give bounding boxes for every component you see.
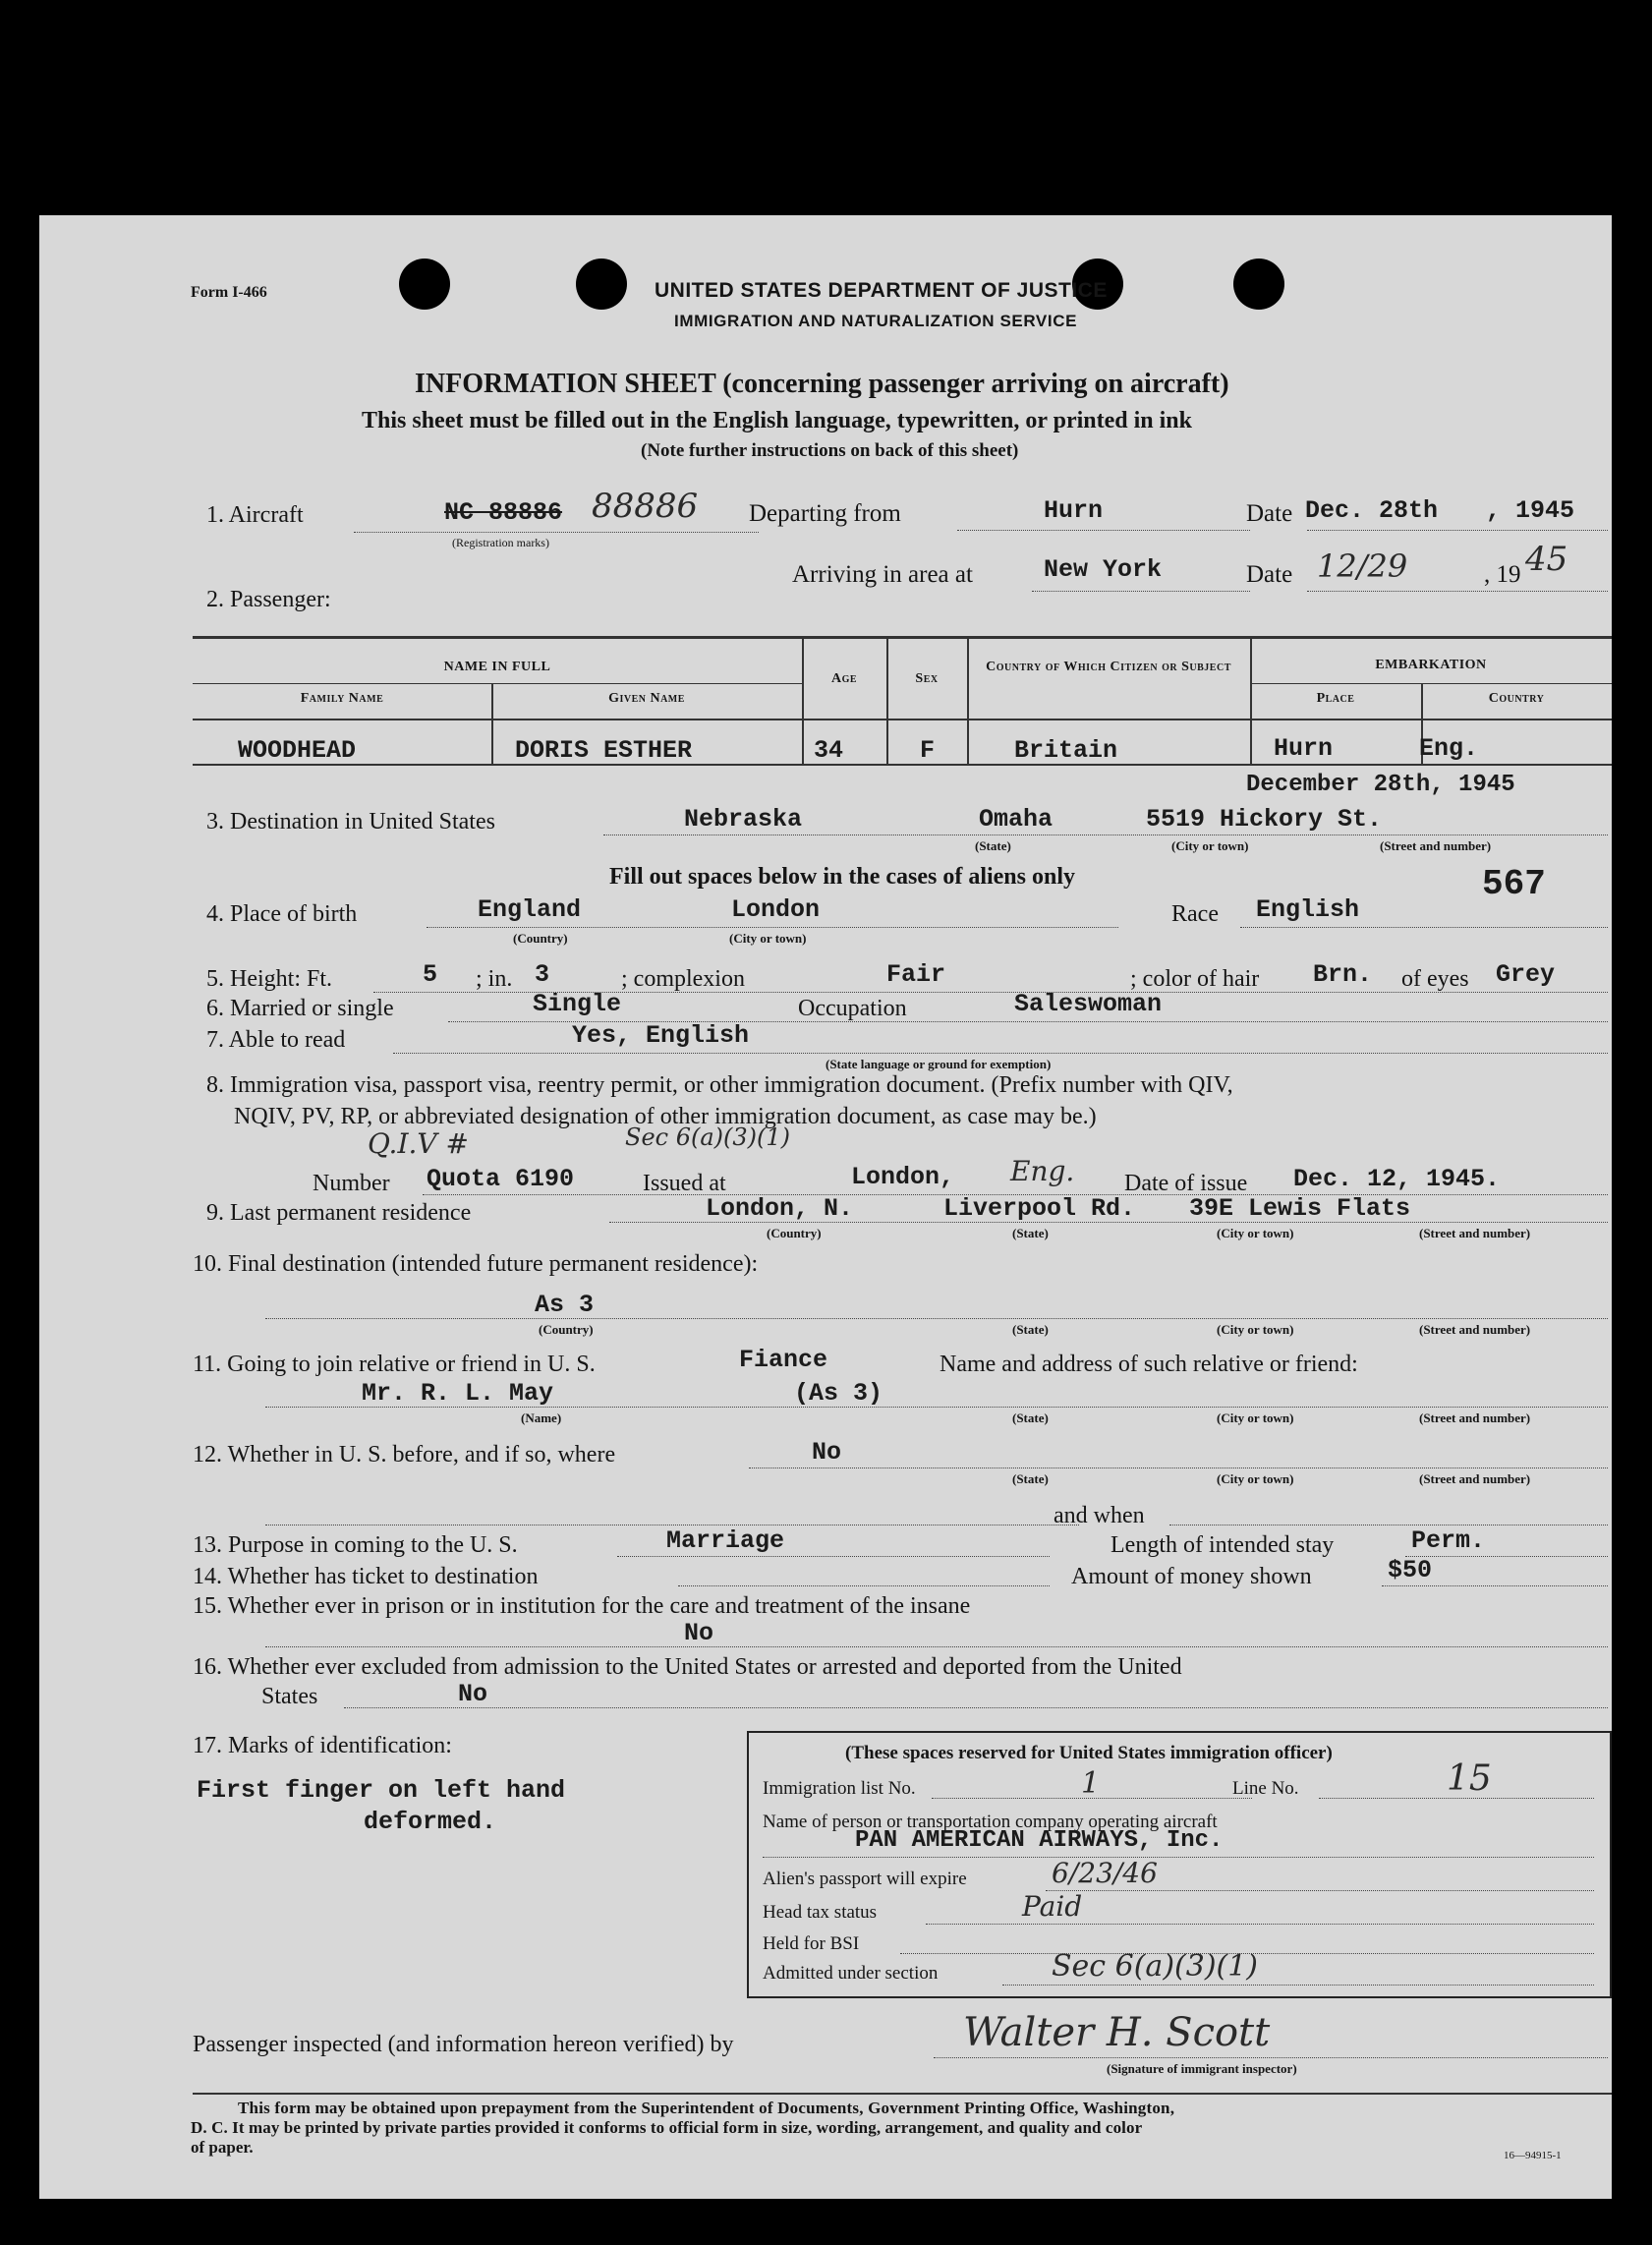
read-label: 7. Able to read — [206, 1027, 346, 1053]
official-heading: (These spaces reserved for United States immigration officer) — [845, 1743, 1333, 1763]
aircraft-registration-handwritten: 88886 — [592, 487, 699, 526]
hair-color: Brn. — [1313, 960, 1373, 989]
arrival-year-handwritten: 45 — [1525, 540, 1568, 579]
residence-label: 9. Last permanent residence — [206, 1200, 472, 1226]
caption: (Country) — [539, 1322, 594, 1337]
caption: (Registration marks) — [452, 536, 549, 549]
birthplace-label: 4. Place of birth — [206, 901, 358, 927]
prison-label: 15. Whether ever in prison or in institution for the care and treatment of the insane — [193, 1593, 971, 1619]
destination-street: 5519 Hickory St. — [1146, 805, 1383, 834]
excluded-label-line1: 16. Whether ever excluded from admission to the United States or arrested and deported from the United — [193, 1654, 1182, 1680]
list-label: Immigration list No. — [763, 1778, 916, 1799]
issued-at: London, — [851, 1163, 955, 1191]
header-family-name: Family Name — [300, 691, 384, 706]
destination-label: 3. Destination in United States — [206, 809, 495, 835]
departure-date: Dec. 28th — [1305, 496, 1439, 525]
birth-country: England — [478, 895, 582, 924]
caption: (State) — [1012, 1410, 1049, 1425]
arrival-year: , 19 — [1484, 561, 1521, 588]
bsi-label: Held for BSI — [763, 1933, 860, 1954]
departure-date-label: Date — [1246, 500, 1293, 527]
number-label: Number — [313, 1171, 390, 1196]
birth-city: London — [731, 895, 821, 924]
money-shown: $50 — [1388, 1556, 1433, 1584]
inspector-label: Passenger inspected (and information hereon verified) by — [193, 2032, 734, 2057]
punch-hole — [576, 259, 627, 310]
sex: F — [920, 736, 936, 765]
footer-text: of paper. — [191, 2138, 254, 2157]
caption: (City or town) — [1217, 1410, 1294, 1425]
identification-label: 17. Marks of identification: — [193, 1733, 452, 1758]
length-of-stay: Perm. — [1411, 1526, 1486, 1555]
departing-from: Hurn — [1044, 496, 1104, 525]
caption: (Name) — [521, 1410, 562, 1425]
ticket-label: 14. Whether has ticket to destination — [193, 1564, 539, 1589]
passport-expire: 6/23/46 — [1052, 1857, 1158, 1889]
caption: (State) — [1012, 1226, 1049, 1240]
excluded-answer: No — [458, 1680, 488, 1708]
purpose: Marriage — [666, 1526, 785, 1555]
caption: (City or town) — [1217, 1471, 1294, 1486]
stamp-number: 567 — [1482, 864, 1546, 904]
purpose-label: 13. Purpose in coming to the U. S. — [193, 1532, 518, 1558]
able-to-read: Yes, English — [572, 1021, 750, 1050]
department-name: UNITED STATES DEPARTMENT OF JUSTICE — [655, 279, 1108, 302]
caption: (State) — [1012, 1471, 1049, 1486]
embark-country: Eng. — [1419, 734, 1479, 763]
form-number: Form I-466 — [191, 284, 267, 301]
issue-date-label: Date of issue — [1124, 1171, 1248, 1196]
complexion: Fair — [886, 960, 946, 989]
arriving-label: Arriving in area at — [792, 561, 973, 588]
residence-country: London, N. — [706, 1194, 854, 1223]
document-number: Quota 6190 — [427, 1165, 575, 1193]
caption: (Signature of immigrant inspector) — [1107, 2061, 1297, 2076]
age: 34 — [814, 736, 844, 765]
head-tax-status: Paid — [1022, 1890, 1083, 1923]
form-sheet — [39, 215, 1612, 2199]
caption: (City or town) — [1217, 1322, 1294, 1337]
arrival-date-label: Date — [1246, 561, 1293, 588]
form-code: 16—94915-1 — [1504, 2150, 1562, 2161]
service-name: IMMIGRATION AND NATURALIZATION SERVICE — [674, 312, 1078, 330]
departing-label: Departing from — [749, 500, 901, 527]
section-handwritten: Sec 6(a)(3)(1) — [625, 1123, 791, 1151]
caption: (City or town) — [1171, 838, 1249, 853]
page-title: INFORMATION SHEET (concerning passenger arriving on aircraft) — [415, 369, 1229, 399]
identification-marks: deformed. — [364, 1808, 497, 1836]
passport-expire-label: Alien's passport will expire — [763, 1869, 967, 1889]
company-label: Name of person or transportation company operating aircraft — [763, 1812, 1218, 1832]
header-sex: Sex — [915, 671, 939, 686]
relation: Fiance — [739, 1346, 828, 1374]
inches-label: ; in. — [476, 966, 513, 992]
departure-year: , 1945 — [1486, 496, 1575, 525]
residence-state: Liverpool Rd. — [943, 1194, 1136, 1223]
instructions-note: (Note further instructions on back of this sheet) — [641, 440, 1019, 461]
stay-label: Length of intended stay — [1111, 1532, 1335, 1558]
header-given-name: Given Name — [608, 691, 685, 706]
caption: (Street and number) — [1419, 1410, 1531, 1425]
punch-hole — [1233, 259, 1284, 310]
previous-visit-label: 12. Whether in U. S. before, and if so, where — [193, 1442, 616, 1468]
inspector-signature: Walter H. Scott — [963, 2010, 1271, 2055]
name-address-label: Name and address of such relative or friend: — [940, 1352, 1358, 1377]
friend-name: Mr. R. L. May — [362, 1379, 554, 1408]
height-label: 5. Height: Ft. — [206, 966, 333, 992]
head-tax-label: Head tax status — [763, 1902, 878, 1923]
family-name: WOODHEAD — [238, 736, 357, 765]
embark-place: Hurn — [1274, 734, 1334, 763]
aircraft-registration: NC 88886 — [444, 498, 563, 527]
caption: (Street and number) — [1380, 838, 1492, 853]
issued-label: Issued at — [643, 1171, 726, 1196]
race: English — [1256, 895, 1360, 924]
prison-answer: No — [684, 1619, 714, 1647]
caption: (State language or ground for exemption) — [826, 1057, 1052, 1071]
line-label: Line No. — [1232, 1778, 1299, 1799]
passenger-label: 2. Passenger: — [206, 587, 331, 612]
document-label-line2: NQIV, PV, RP, or abbreviated designation of other immigration document, as case may be.) — [234, 1104, 1097, 1129]
header-age: Age — [830, 671, 858, 686]
punch-hole — [399, 259, 450, 310]
destination-city: Omaha — [979, 805, 1054, 834]
operating-company: PAN AMERICAN AIRWAYS, Inc. — [855, 1827, 1224, 1854]
caption: (City or town) — [1217, 1226, 1294, 1240]
eyes-label: of eyes — [1401, 966, 1469, 992]
aircraft-label: 1. Aircraft — [206, 502, 304, 528]
caption: (Country) — [513, 931, 568, 946]
footer-text: D. C. It may be printed by private parties provided it conforms to official form in size, wording, arrangement, and quality and color — [191, 2118, 1143, 2137]
final-destination-label: 10. Final destination (intended future permanent residence): — [193, 1251, 759, 1277]
header-citizen-country: Country of Which Citizen or Subject — [986, 660, 1231, 674]
height-feet: 5 — [423, 960, 438, 989]
destination-date-note: December 28th, 1945 — [1246, 772, 1515, 798]
aliens-heading: Fill out spaces below in the cases of aliens only — [609, 864, 1076, 890]
caption: (City or town) — [729, 931, 807, 946]
admitted-label: Admitted under section — [763, 1963, 939, 1984]
visa-type-handwritten: Q.I.V # — [368, 1127, 470, 1160]
arrival-date: 12/29 — [1317, 547, 1408, 585]
arriving-at: New York — [1044, 555, 1163, 584]
residence-city: 39E Lewis Flats — [1189, 1194, 1411, 1223]
admitted-section: Sec 6(a)(3)(1) — [1052, 1949, 1259, 1984]
header-embarkation: EMBARKATION — [1375, 658, 1487, 672]
race-label: Race — [1171, 901, 1219, 927]
friend-address: (As 3) — [794, 1379, 883, 1408]
document-label-line1: 8. Immigration visa, passport visa, reentry permit, or other immigration document. (Prefix number with QIV, — [206, 1072, 1233, 1098]
destination-state: Nebraska — [684, 805, 803, 834]
caption: (State) — [975, 838, 1011, 853]
header-name-in-full: NAME IN FULL — [443, 660, 551, 674]
previous-visit: No — [812, 1438, 842, 1467]
header-embark-country: Country — [1488, 691, 1545, 706]
money-label: Amount of money shown — [1071, 1564, 1312, 1589]
join-label: 11. Going to join relative or friend in U. S. — [193, 1352, 596, 1377]
final-destination: As 3 — [535, 1291, 595, 1319]
occupation-label: Occupation — [798, 996, 907, 1021]
caption: (Street and number) — [1419, 1226, 1531, 1240]
and-when-label: and when — [1054, 1503, 1145, 1528]
date-of-issue: Dec. 12, 1945. — [1293, 1165, 1501, 1193]
caption: (State) — [1012, 1322, 1049, 1337]
hair-label: ; color of hair — [1130, 966, 1260, 992]
caption: (Street and number) — [1419, 1471, 1531, 1486]
line-number: 15 — [1447, 1758, 1492, 1799]
footer-text: This form may be obtained upon prepayment from the Superintendent of Documents, Government Printing Office, Washington, — [238, 2099, 1175, 2117]
marital-status: Single — [533, 990, 622, 1018]
marital-label: 6. Married or single — [206, 996, 394, 1021]
header-embark-place: Place — [1316, 691, 1355, 706]
caption: (Country) — [767, 1226, 822, 1240]
excluded-label-line2: States — [261, 1684, 318, 1709]
instructions: This sheet must be filled out in the English language, typewritten, or printed in ink — [362, 408, 1192, 433]
citizen-of: Britain — [1014, 736, 1118, 765]
given-name: DORIS ESTHER — [515, 736, 693, 765]
height-inches: 3 — [535, 960, 550, 989]
eye-color: Grey — [1496, 960, 1556, 989]
issued-at-handwritten: Eng. — [1010, 1155, 1075, 1187]
list-number: 1 — [1081, 1766, 1101, 1801]
occupation: Saleswoman — [1014, 990, 1163, 1018]
identification-marks: First finger on left hand — [197, 1776, 566, 1805]
complexion-label: ; complexion — [621, 966, 745, 992]
caption: (Street and number) — [1419, 1322, 1531, 1337]
